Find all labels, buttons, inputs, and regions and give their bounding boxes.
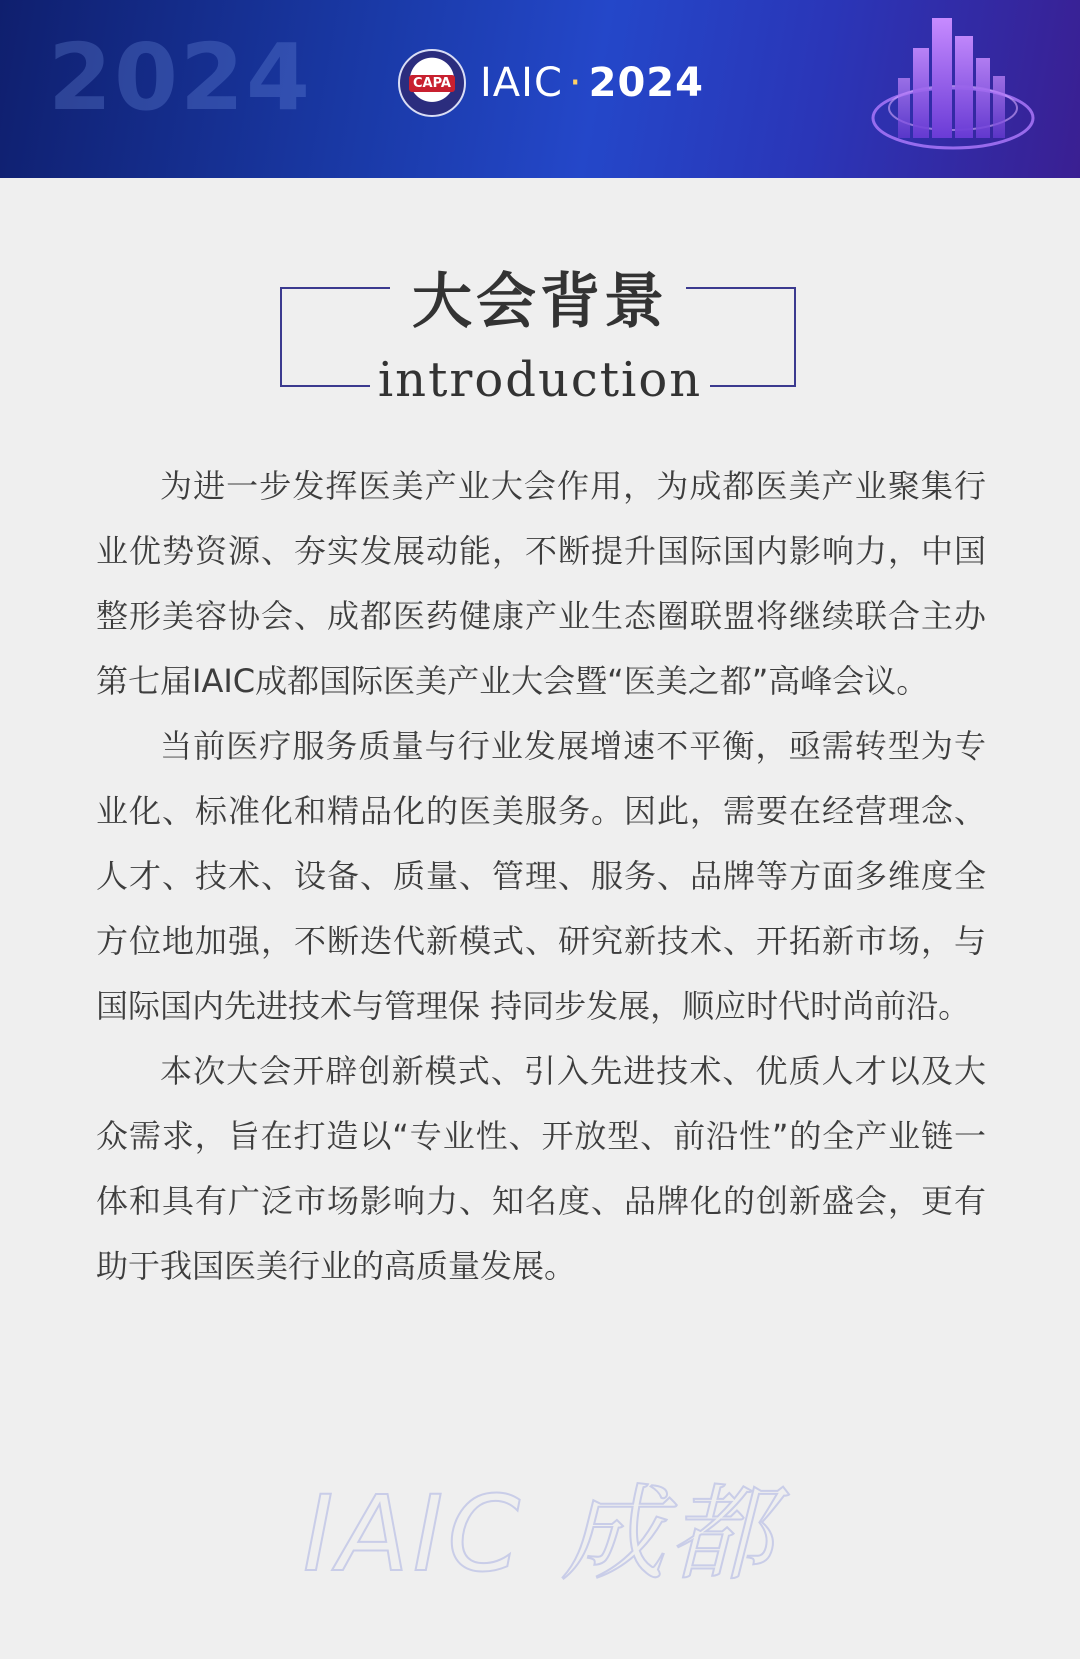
capa-badge-icon xyxy=(398,49,466,117)
paragraph: 当前医疗服务质量与行业发展增速不平衡，亟需转型为专业化、标准化和精品化的医美服务。因此，需要在经营理念、人才、技术、设备、质量、管理、服务、品牌等方面多维度全方位地加强，不断迭代新模式、研究新技术、开拓新市场，与国际国内先进技术与管理保 持同步发展，顺应时代时尚前沿。 xyxy=(96,727,986,1025)
section-title: 大会背景 xyxy=(0,254,1080,340)
banner-year-watermark: 2024 xyxy=(48,24,313,131)
header-banner xyxy=(0,0,1080,178)
paragraph: 本次大会开辟创新模式、引入先进技术、优质人才以及大众需求，旨在打造以“专业性、开放型、前沿性”的全产业链一体和具有广泛市场影响力、知名度、品牌化的创新盛会，更有助于我国医美行业的高质量发展。 xyxy=(96,1052,986,1285)
section-subtitle: introduction xyxy=(0,352,1080,408)
event-logo xyxy=(398,48,704,118)
brand-separator: · xyxy=(568,60,583,106)
brand-name: IAIC xyxy=(480,60,563,106)
article-body xyxy=(96,454,986,1299)
paragraph: 为进一步发挥医美产业大会作用，为成都医美产业聚集行业优势资源、夯实发展动能，不断提升国际国内影响力，中国整形美容协会、成都医药健康产业生态圈联盟将继续联合主办第七届IAIC成都国际医美产业大会暨“医美之都”高峰会议。 xyxy=(96,467,986,700)
city-skyline-icon xyxy=(868,8,1038,168)
brand-wordmark xyxy=(480,60,704,106)
brand-year: 2024 xyxy=(588,60,704,106)
footer-watermark-logo: IAIC 成都 xyxy=(302,1473,778,1595)
capa-badge-text: CAPA xyxy=(409,75,455,92)
